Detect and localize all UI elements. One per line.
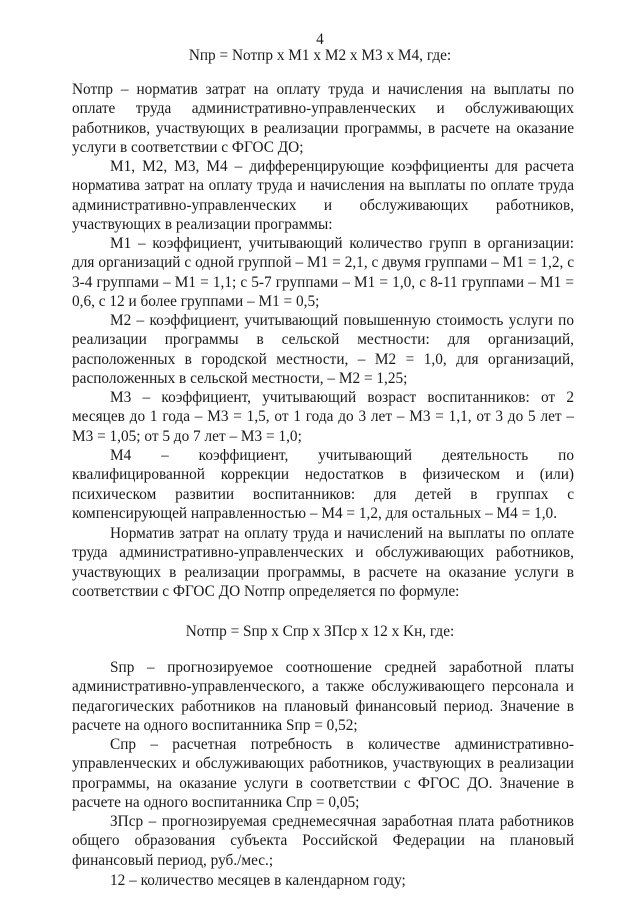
paragraph-m1: M1 – коэффициент, учитывающий количество групп в организации: для организаций с одной группой – M1 = 2,1, с двумя группами – M1 = 1,2, с 3-4 группами – M1 = 1,1; с 5-7 группами – M1 = 1,0, с 8-11 группами – M1 = 0,6, с 12 и более группами – M1 = 0,5;	[72, 235, 574, 311]
formula-n-otpr: Nотпр = Sпр x Cпр x ЗПср x 12 x Kн, где:	[185, 623, 455, 640]
paragraph-m4: M4 – коэффициент, учитывающий деятельность по квалифицированной коррекции недостатков в физическом и (или) психическом развитии воспитанников: для детей в группах с компенсирующей направленностью – M4 = 1,2, для остальных – M4 = 1,0.	[72, 447, 574, 523]
paragraph-n-otpr-definition: Nотпр – норматив затрат на оплату труда и начисления на выплаты по оплате труда административно-управленческих и обслуживающих работников, участвующих в реализации программы, в расчете на оказание услуги в соответствии с ФГОС ДО;	[72, 81, 574, 157]
paragraph-norm-formula-intro: Норматив затрат на оплату труда и начислений на выплаты по оплате труда административно-управленческих и обслуживающих работников, участвующих в реализации программы, в расчете на оказание услуги в соответствии с ФГОС ДО Nотпр определяется по формуле:	[72, 525, 574, 601]
main-formula: Nпр = Nотпр x M1 x M2 x M3 x M4, где:	[188, 47, 452, 64]
paragraph-m3: M3 – коэффициент, учитывающий возраст воспитанников: от 2 месяцев до 1 года – M3 = 1,5, от 1 года до 3 лет – M3 = 1,1, от 3 до 5 лет – M3 = 1,05; от 5 до 7 лет – M3 = 1,0;	[72, 389, 574, 445]
paragraph-s-pr: Sпр – прогнозируемое соотношение средней заработной платы административно-управленческого, а также обслуживающего персонала и педагогических работников на плановый финансовый период. Значение в расчете на одного воспитанника Sпр = 0,52;	[72, 659, 574, 735]
page-number: 4	[316, 31, 324, 48]
paragraph-coefficients-intro: M1, M2, M3, M4 – дифференцирующие коэффициенты для расчета норматива затрат на оплату труда и начисления на выплаты по оплате труда административно-управленческих и обслуживающих работников, участвующих в реализации программы:	[72, 158, 574, 234]
paragraph-zp-sr: ЗПср – прогнозируемая среднемесячная заработная плата работников общего образования субъекта Российской Федерации на плановый финансовый период, руб./мес.;	[72, 813, 574, 869]
paragraph-months: 12 – количество месяцев в календарном году;	[110, 872, 406, 889]
paragraph-m2: M2 – коэффициент, учитывающий повышенную стоимость услуги по реализации программы в сельской местности: для организаций, расположенных в городской местности, – M2 = 1,0, для организаций, расположенных в сельской местности, – M2 = 1,25;	[72, 312, 574, 388]
paragraph-c-pr: Cпр – расчетная потребность в количестве административно-управленческих и обслуживающих работников, участвующих в реализации программы, на оказание услуги в соответствии с ФГОС ДО. Значение в расчете на одного воспитанника Cпр = 0,05;	[72, 736, 574, 812]
